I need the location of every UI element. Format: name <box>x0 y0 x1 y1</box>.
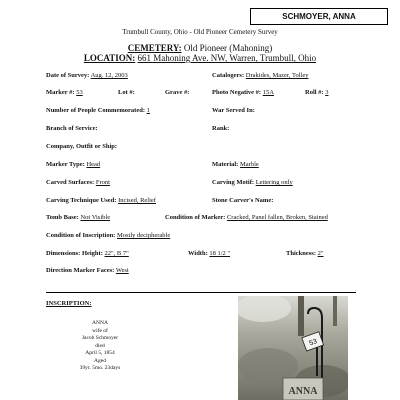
catalogers-label: Catalogers: <box>212 72 245 79</box>
location-heading <box>0 53 400 63</box>
width-value: 18 1/2 " <box>209 250 231 257</box>
grave-field <box>165 89 189 96</box>
company-label: Company, Outfit or Ship: <box>46 143 118 150</box>
war-field <box>212 107 255 114</box>
photo-negative-label: Photo Negative #: <box>212 89 262 96</box>
cemetery-heading <box>0 43 400 53</box>
carving-technique-label: Carving Technique Used: <box>46 197 117 204</box>
tomb-base-field <box>46 214 110 221</box>
condition-inscription-label: Condition of Inscription: <box>46 232 116 239</box>
rank-label: Rank: <box>212 125 230 132</box>
condition-inscription-value: Mostly decipherable <box>116 232 171 239</box>
county-line: Trumbull County, Ohio - Old Pioneer Cemetery Survey <box>122 28 278 36</box>
roll-label: Roll #: <box>305 89 324 96</box>
location-value: 661 Mahoning Ave. NW, Warren, Trumbull, Ohio <box>137 53 317 63</box>
width-label: Width: <box>188 250 208 257</box>
carved-surfaces-value: Front <box>95 179 110 186</box>
condition-inscription-field <box>46 232 170 239</box>
lot-field <box>118 89 135 96</box>
material-label: Material: <box>212 161 239 168</box>
war-label: War Served In: <box>212 107 255 114</box>
material-field <box>212 161 259 168</box>
inscription-line: April 5, 1854 <box>85 350 115 356</box>
carving-technique-value: Incised, Relief <box>118 197 156 204</box>
inscription-line: died <box>95 342 105 349</box>
rank-field <box>212 125 229 132</box>
inscription-line: Aged <box>94 357 106 364</box>
company-field <box>46 143 117 150</box>
people-commemorated-value: 1 <box>146 107 150 114</box>
inscription-label: INSCRIPTION: <box>46 300 92 307</box>
lot-label: Lot #: <box>118 89 135 96</box>
cemetery-label: CEMETERY: <box>127 43 182 53</box>
tree-trunk <box>298 296 304 336</box>
inscription-line: Jacob Schmoyer <box>81 335 119 341</box>
marker-type-field <box>46 161 100 168</box>
people-commemorated-field <box>46 107 150 114</box>
branch-field <box>46 125 98 132</box>
inscription-text <box>40 320 160 373</box>
cemetery-value: Old Pioneer (Mahoning) <box>183 43 273 53</box>
grave-photo-image <box>238 296 348 400</box>
condition-marker-value: Cracked, Panel fallen, Broken, Stained <box>226 214 328 221</box>
height-value: 22", B 7" <box>104 250 129 257</box>
width-field <box>188 250 230 257</box>
location-label: LOCATION: <box>83 53 136 63</box>
carved-surfaces-field <box>46 179 110 186</box>
thickness-field <box>286 250 324 257</box>
section-divider <box>46 292 356 293</box>
marker-number-label: Marker #: <box>46 89 75 96</box>
inscription-line: 39yr. 5mo. 23days <box>79 365 121 371</box>
condition-marker-field <box>165 214 328 221</box>
marker-type-value: Head <box>86 161 101 168</box>
catalogers-value: Drakides, Mazer, Tolley <box>245 72 309 79</box>
direction-value: West <box>115 267 129 274</box>
direction-label: Direction Marker Faces: <box>46 267 115 274</box>
carving-motif-field <box>212 179 293 186</box>
thickness-value: 2" <box>317 250 324 257</box>
carving-technique-field <box>46 197 156 204</box>
stone-carver-field <box>212 197 273 204</box>
marker-number-field <box>46 89 83 96</box>
dimensions-label: Dimensions: <box>46 250 81 257</box>
marker-number-value: 53 <box>76 89 83 96</box>
date-label: Date of Survey: <box>46 72 90 79</box>
tomb-base-value: Not Visible <box>80 214 111 221</box>
branch-label: Branch of Service: <box>46 125 98 132</box>
marker-tag-number: 53 <box>308 338 319 348</box>
date-field <box>46 72 128 79</box>
carved-surfaces-label: Carved Surfaces: <box>46 179 95 186</box>
marker-type-label: Marker Type: <box>46 161 85 168</box>
roll-value: 3 <box>325 89 329 96</box>
catalogers-field <box>212 72 308 79</box>
condition-marker-label: Condition of Marker: <box>165 214 226 221</box>
roll-field <box>305 89 328 96</box>
inscription-line: wife of <box>92 327 108 334</box>
dimensions-field <box>46 250 129 257</box>
stone-carver-label: Stone Carver's Name: <box>212 197 274 204</box>
tomb-base-label: Tomb Base: <box>46 214 79 221</box>
carving-motif-value: Lettering only <box>255 179 293 186</box>
carving-motif-label: Carving Motif: <box>212 179 255 186</box>
tree-trunk <box>333 296 337 326</box>
photo-negative-value: 15A <box>262 89 274 96</box>
inscription-line: ANNA <box>92 320 108 326</box>
date-value: Aug. 12, 2003 <box>90 72 128 79</box>
grave-photo <box>238 296 348 400</box>
gravestone-text: ANNA <box>288 386 318 397</box>
photo-negative-field <box>212 89 274 96</box>
surname-box <box>250 8 388 25</box>
grave-label: Grave #: <box>165 89 190 96</box>
thickness-label: Thickness: <box>286 250 316 257</box>
height-label: Height: <box>81 250 103 257</box>
direction-field <box>46 267 129 274</box>
record-name: SCHMOYER, ANNA <box>282 12 356 21</box>
material-value: Marble <box>239 161 259 168</box>
people-commemorated-label: Number of People Commemorated: <box>46 107 145 114</box>
